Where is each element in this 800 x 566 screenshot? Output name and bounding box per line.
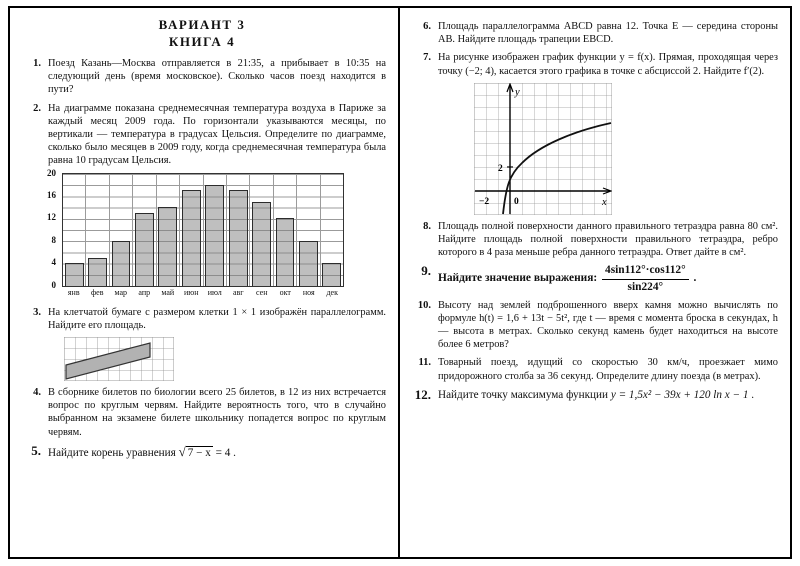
expression-prefix: Найдите значение выражения: [438,272,600,285]
temperature-bar [182,190,201,285]
graph-grid [474,83,612,215]
month-label: ноя [302,287,315,297]
problem-text [48,444,386,461]
problem-text: На клетчатой бумаге с размером клетки 1 × 1 изображён параллелограмм. Найдите его площадь. [48,306,386,331]
equation-suffix: = 4 . [212,446,236,459]
function-formula: y = 1,5x² − 39x + 120 ln x − 1 [610,388,749,401]
problem-text: Поезд Казань—Москва отправляется в 21:35, а прибывает в 10:35 на следующий день (время московское). Сколько часов поезд находится в пути? [48,58,386,96]
problem-number: 2. [33,102,41,114]
y-tick-label: 0 [51,279,56,290]
temperature-bar [205,185,224,286]
maximum-suffix: . [748,388,755,401]
y-tick-label: 8 [51,234,56,245]
problem-10 [408,299,778,352]
radicand: 7 − x [187,446,211,459]
problem-1 [18,57,386,97]
problem-7 [408,51,778,77]
temperature-bar [276,218,295,285]
month-label: апр [138,287,151,297]
problem-number: 8. [423,220,431,232]
month-label: фев [90,287,104,297]
y-axis-label: y [515,86,520,98]
x-tick-label-neg2: −2 [479,196,490,207]
page-title [18,17,386,50]
origin-label: 0 [514,196,519,207]
temperature-bar [88,258,107,286]
bar-chart-plot [62,173,344,287]
temperature-bar [229,190,248,285]
fraction-denominator: sin224° [627,280,664,293]
problem-number: 3. [33,306,41,318]
y-tick-label: 20 [47,167,56,178]
problem-text: Высоту над землей подброшенного вверх камня можно вычислять по формуле h(t) = 1,6 + 13t − 5t², где t — время с момента броска в секундах, h — высота в метрах. Сколько секунд камень будет находиться на высоте более 6 метров? [438,299,778,351]
bar-cell [63,174,86,286]
month-label: дек [326,287,338,297]
bar-cell [227,174,250,286]
bar-cell [133,174,156,286]
problem-8 [408,220,778,260]
radical-sign: √ [178,443,186,459]
fraction-numerator: 4sin112°·cos112° [602,264,689,279]
bar-chart-months [62,287,344,299]
problem-number: 4. [33,387,41,399]
problem-number: 10. [417,299,431,311]
problem-number: 11. [418,357,431,369]
problem-number: 7. [423,52,431,64]
y-tick-label: 16 [47,190,56,201]
temperature-bar [158,207,177,285]
temperature-bar [322,263,341,285]
problem-text: Площадь параллелограмма ABCD равна 12. Точка E — середина стороны AB. Найдите площадь трапеции EBCD. [438,21,778,46]
temperature-bar-chart [42,167,344,299]
bar-cell [110,174,133,286]
y-tick-label: 12 [47,212,56,223]
left-column [10,8,400,557]
temperature-bar [112,241,131,286]
problem-number: 5. [31,442,41,458]
bar-cell [204,174,227,286]
problem-2 [18,102,386,168]
problem-9 [408,264,778,293]
problem-11 [408,356,778,382]
month-label: май [161,287,175,297]
problem-text: Площадь полной поверхности данного правильного тетраэдра равна 80 см². Найдите площадь полной поверхности правильного тетраэдра, ребро которого в 4 раза меньше ребра данного тетраэдра. Ответ дайте в см². [438,220,778,259]
problem-text: На рисунке изображен график функции y = f(x). Прямая, проходящая через точку (−2; 4), касается этого графика в точке с абсциссой 2. Найдите f′(2). [438,52,778,77]
month-label: мар [114,287,128,297]
problem-number: 12. [414,386,431,402]
temperature-bar [299,241,318,286]
temperature-bar [135,213,154,286]
variant-title: ВАРИАНТ 3 [158,17,246,32]
right-column [400,8,790,557]
bar-cell [297,174,320,286]
problem-6 [408,20,778,46]
problem-number: 9. [421,263,431,279]
bar-cell [180,174,203,286]
problem-text: На диаграмме показана среднемесячная температура воздуха в Париже за каждый месяц 2009 года. По горизонтали указываются месяцы, по вертикали — температура в градусах Цельсия. Определите по диаграмме, сколько было месяцев в 2009 году, когда среднемесячная температура была равна 10 градусам Цельсия. [48,102,386,167]
parallelogram-figure [64,337,174,381]
bar-cell [86,174,109,286]
problem-5 [18,444,386,461]
function-graph-figure [474,83,612,215]
equation-prefix: Найдите корень уравнения [48,446,179,459]
month-label: окт [279,287,291,297]
book-title: КНИГА 4 [168,34,236,49]
page-frame [8,6,792,559]
problem-text [438,264,778,293]
bar-cell [321,174,343,286]
month-label: сен [256,287,268,297]
bar-chart-yticks [42,167,59,290]
problem-4 [18,386,386,439]
month-label: июл [207,287,222,297]
problem-12 [408,388,778,402]
temperature-bar [65,263,84,285]
fraction [602,264,689,293]
bar-cell [250,174,273,286]
month-label: авг [232,287,244,297]
bar-cell [274,174,297,286]
maximum-prefix: Найдите точку максимума функции [438,388,611,401]
problem-text: В сборнике билетов по биологии всего 25 билетов, в 12 из них встречается вопрос по круглым червям. Найдите вероятность того, что в случайно выбранном на экзамене билете школьнику попадется вопрос по круглым червям. [48,387,386,438]
temperature-bar [252,202,271,286]
expression-suffix: . [690,272,697,285]
problem-text [438,388,778,402]
sqrt-expression [178,443,213,459]
problem-number: 1. [33,58,41,69]
problem-3 [18,306,386,332]
bar-cell [157,174,180,286]
x-axis-label: x [602,196,607,208]
y-tick-label: 4 [51,257,56,268]
month-label: янв [67,287,80,297]
problem-number: 6. [423,21,431,32]
month-label: июн [183,287,199,297]
problem-text: Товарный поезд, идущий со скоростью 30 км/ч, проезжает мимо придорожного столба за 36 секунд. Определите длину поезда (в метрах). [438,357,778,382]
y-tick-label: 2 [498,163,503,174]
